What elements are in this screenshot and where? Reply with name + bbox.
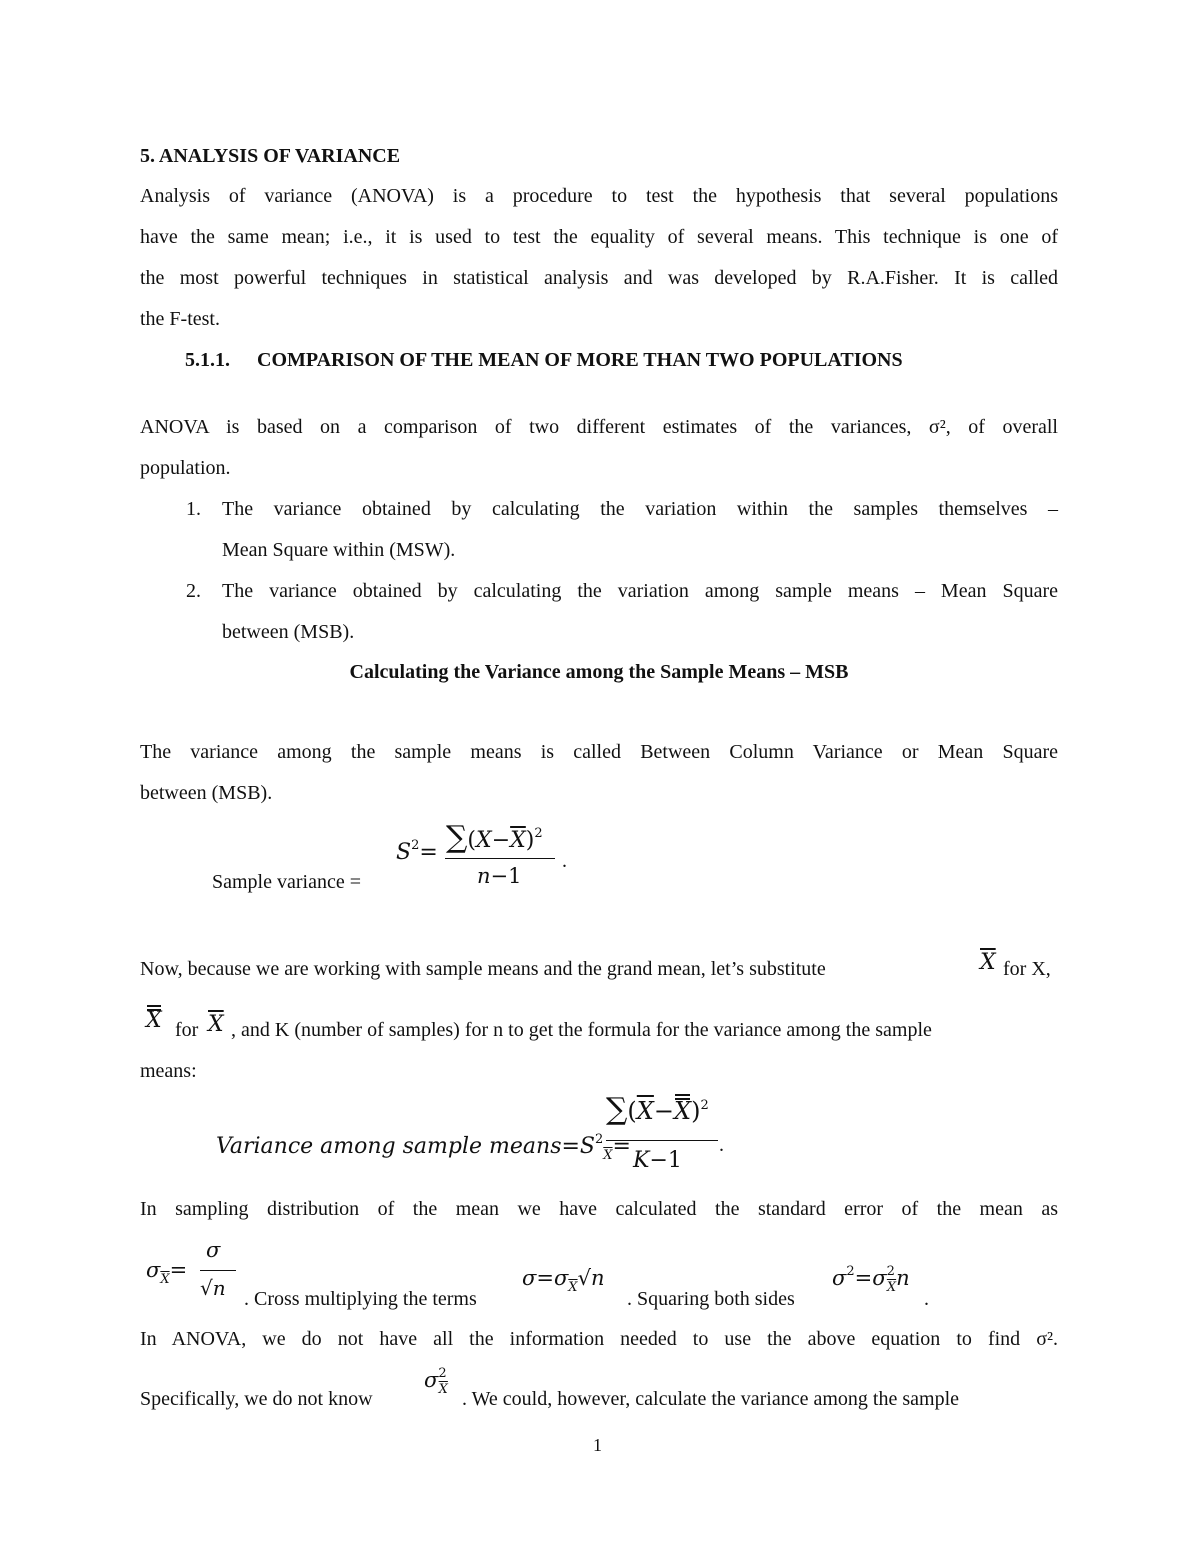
sigma-x-lhs: $\sigma_{\overline{X}}=$: [146, 1258, 188, 1287]
subsection-title: COMPARISON OF THE MEAN OF MORE THAN TWO POPULATIONS: [257, 349, 903, 371]
now-line-2-for: for: [175, 1019, 199, 1041]
now-line-2-rest: , and K (number of samples) for n to get the formula for the variance among the sample: [231, 1019, 932, 1041]
formula-2-numerator: $\sum(\overline{X}-X)^2$: [606, 1092, 709, 1127]
msb-title: Calculating the Variance among the Sample Means – MSB: [349, 661, 849, 683]
x-bar-symbol-2: $\overline{X}$: [208, 1012, 224, 1037]
section-heading: 5. ANALYSIS OF VARIANCE: [140, 145, 401, 167]
formula-2-label-text: Variance among sample means: [216, 1134, 562, 1159]
formula-2-label: Variance among sample $means=S^2_{\overline{X}}=$: [216, 1132, 631, 1163]
squaring-text: . Squaring both sides: [627, 1288, 795, 1310]
anova-para-line-1: ANOVA is based on a comparison of two different estimates of the variances, σ², of overall: [140, 416, 1058, 438]
intro-line-2: have the same mean; i.e., it is used to test the equality of several means. This technique is one of: [140, 226, 1058, 248]
list-item-2-line-2: between (MSB).: [222, 621, 355, 643]
now-line-3: means:: [140, 1060, 197, 1082]
x-double-bar-symbol: X: [146, 1008, 162, 1033]
list-item-1-line-2: Mean Square within (MSW).: [222, 539, 456, 561]
sigma-numerator: σ: [206, 1238, 221, 1262]
formula-1-period: .: [562, 850, 567, 872]
sigma-cross-formula: $\sigma=\sigma_{\overline{X}}√n$: [522, 1266, 605, 1295]
anova-info-line-2-a: Specifically, we do not know: [140, 1388, 373, 1410]
formula-2-denominator: K−1: [633, 1148, 682, 1173]
list-item-1-line-1: The variance obtained by calculating the variation within the samples themselves –: [222, 498, 1058, 520]
formula-2-fraction-line: [606, 1140, 718, 1141]
formula-2-period: .: [719, 1134, 724, 1156]
now-line-1-a: Now, because we are working with sample means and the grand mean, let’s substitute: [140, 958, 826, 980]
sigma-denominator: √n: [200, 1276, 226, 1300]
sampling-line-1: In sampling distribution of the mean we have calculated the standard error of the mean as: [140, 1198, 1058, 1220]
formula-1-fraction-line: [445, 858, 555, 859]
now-line-1-b: for X,: [1003, 958, 1051, 980]
cross-multiplying-text: . Cross multiplying the terms: [244, 1288, 477, 1310]
formula-1-numerator: $\sum(X-\overline{X})^2$: [446, 820, 543, 855]
sigma-squared-formula: $\sigma^2=\sigma^2_{\overline{X}}n$: [832, 1264, 910, 1295]
subsection-number: 5.1.1.: [185, 349, 230, 371]
sigma-x-squared: $\sigma^2_{\overline{X}}$: [424, 1366, 448, 1397]
intro-line-4: the F-test.: [140, 308, 220, 330]
list-item-1-number: 1.: [186, 498, 201, 520]
formula-1-denominator: n−1: [477, 864, 522, 888]
squaring-end-dot: .: [924, 1288, 929, 1310]
sigma-fraction-line: [200, 1270, 236, 1271]
sample-variance-label: Sample variance =: [212, 871, 361, 893]
page-number: 1: [593, 1435, 602, 1455]
anova-info-line-2-b: . We could, however, calculate the variance among the sample: [462, 1388, 960, 1410]
anova-para-line-2: population.: [140, 457, 231, 479]
list-item-2-number: 2.: [186, 580, 201, 602]
intro-line-1: Analysis of variance (ANOVA) is a procedure to test the hypothesis that several populations: [140, 185, 1058, 207]
msb-para-line-1: The variance among the sample means is called Between Column Variance or Mean Square: [140, 741, 1058, 763]
x-bar-symbol: $\overline{X}$: [980, 950, 996, 975]
intro-line-3: the most powerful techniques in statistical analysis and was developed by R.A.Fisher. It is called: [140, 267, 1058, 289]
anova-info-line-1: In ANOVA, we do not have all the information needed to use the above equation to find σ².: [140, 1328, 1058, 1350]
formula-s-squared: $S^2=$: [396, 838, 438, 865]
list-item-2-line-1: The variance obtained by calculating the variation among sample means – Mean Square: [222, 580, 1058, 602]
msb-para-line-2: between (MSB).: [140, 782, 273, 804]
